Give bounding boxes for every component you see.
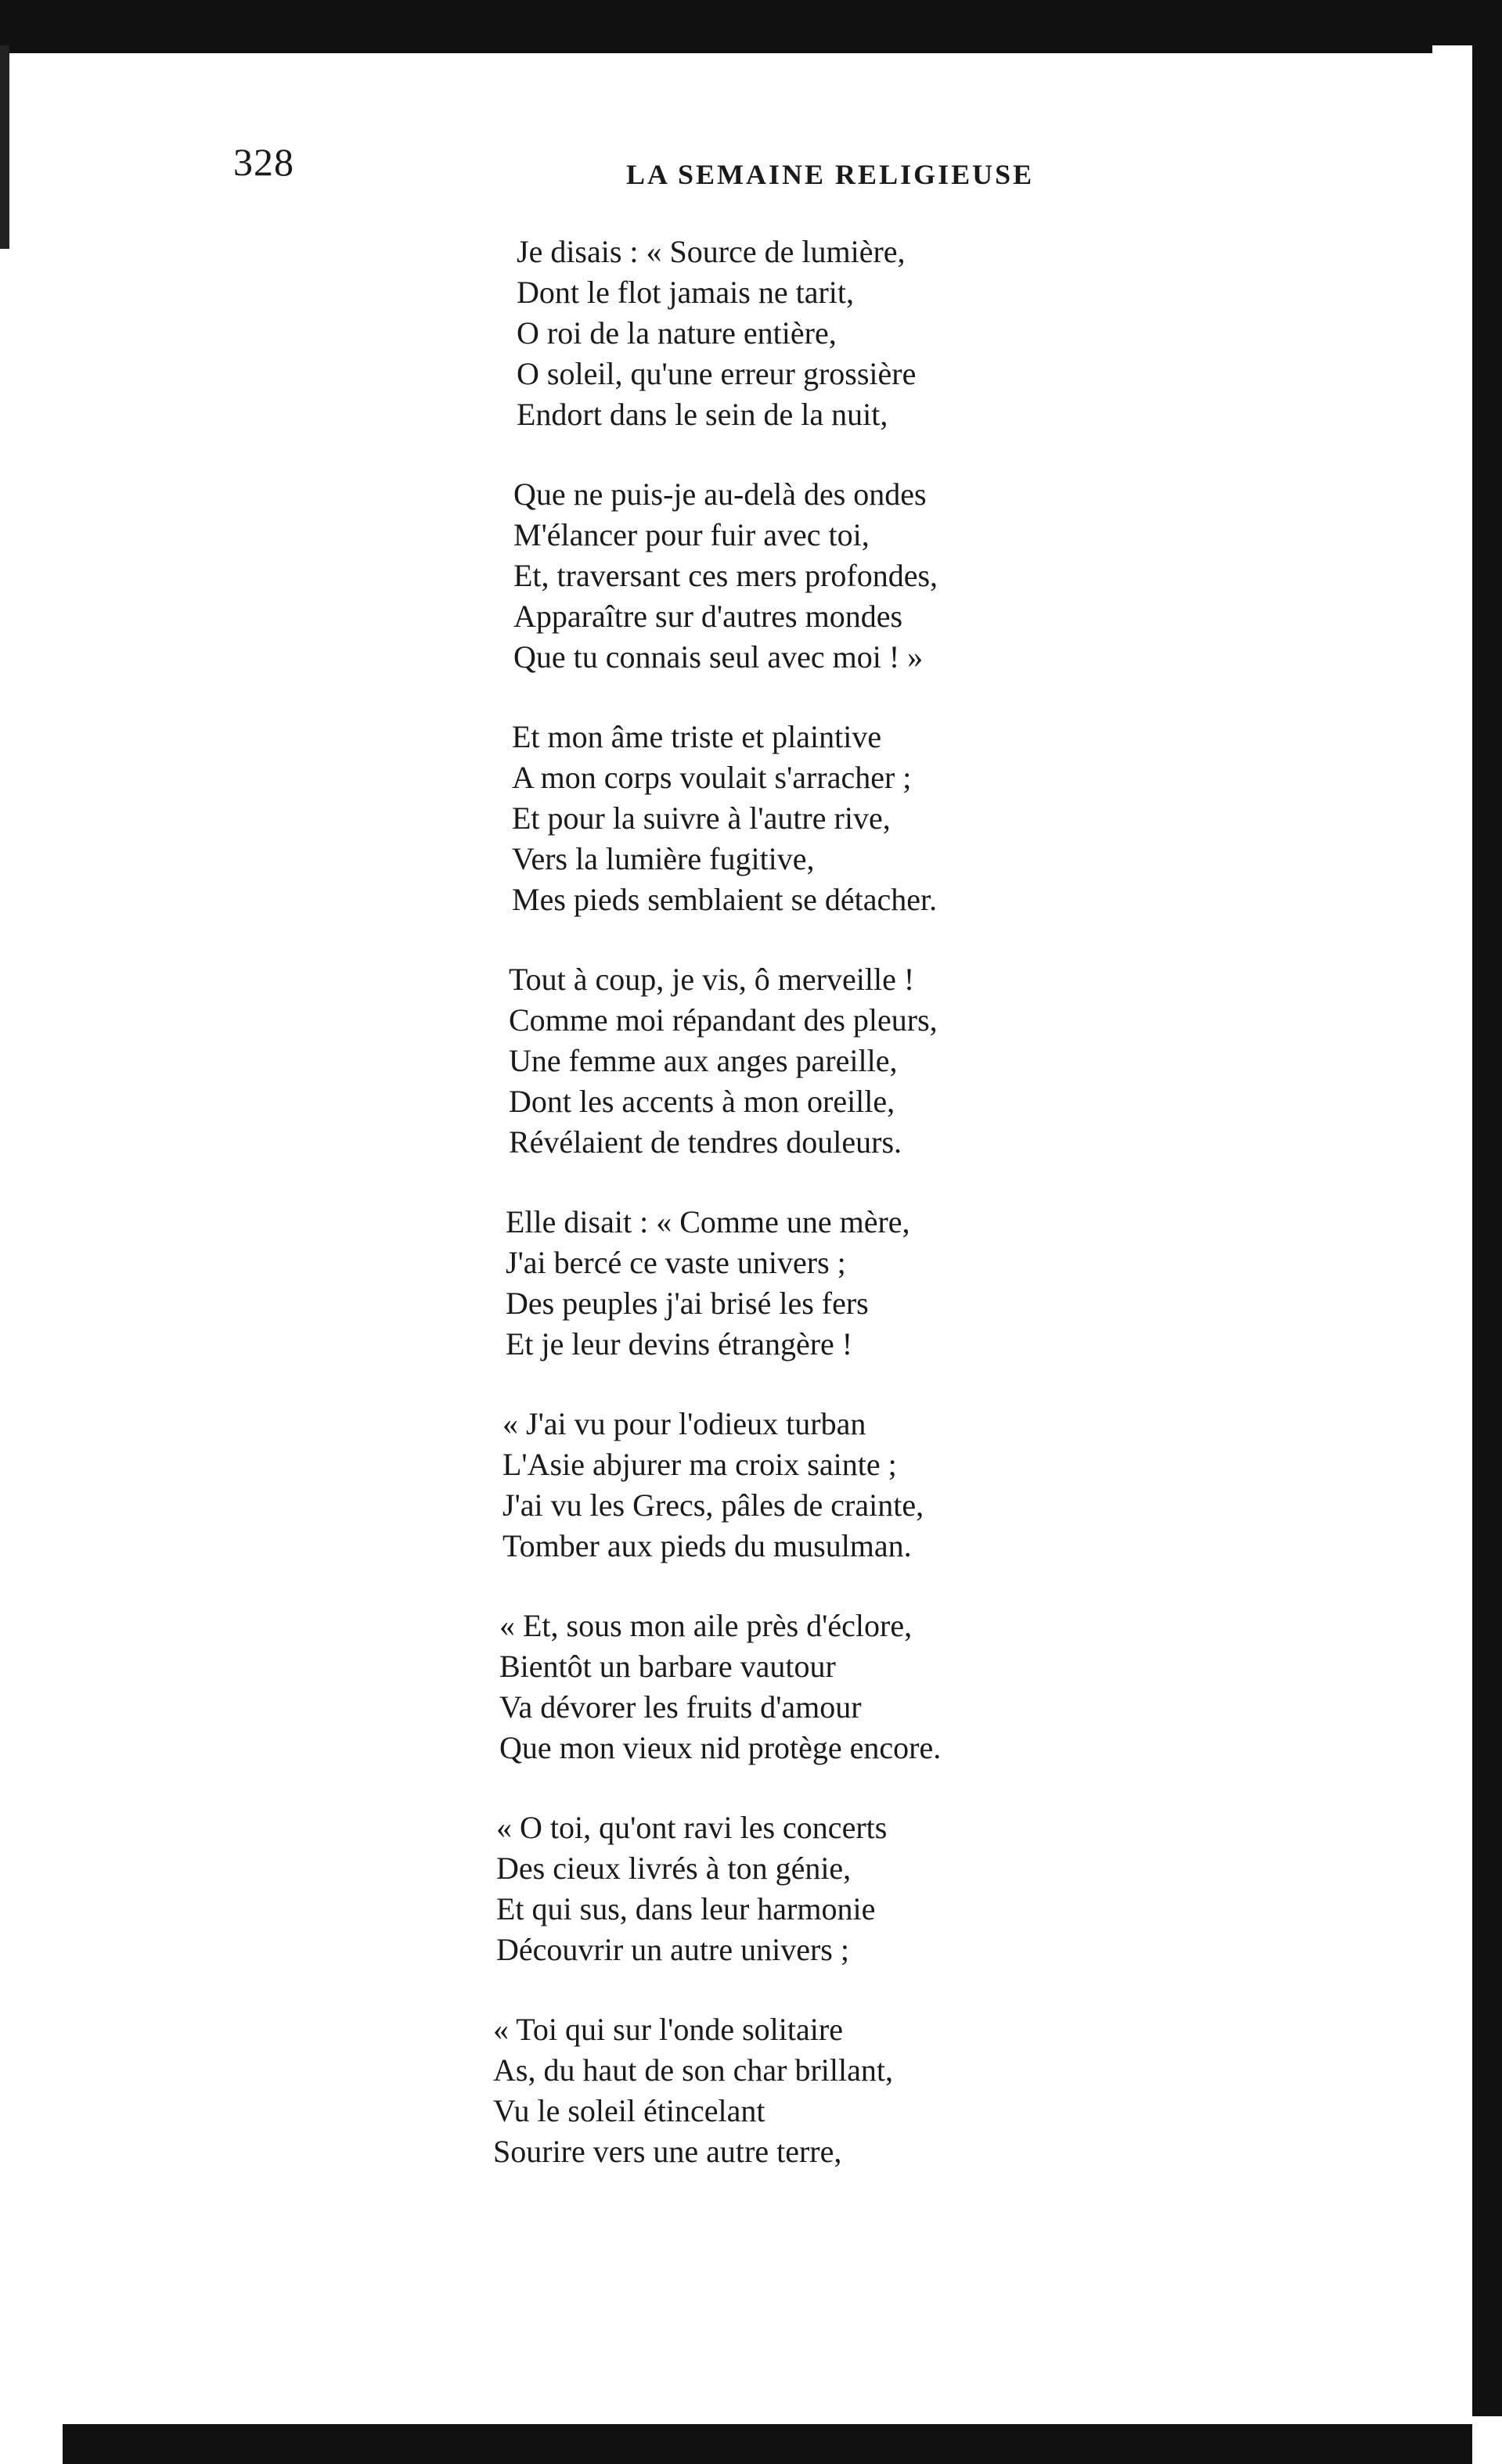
verse-line: Et qui sus, dans leur harmonie	[496, 1891, 876, 1926]
verse-line: Que mon vieux nid protège encore.	[499, 1730, 942, 1765]
verse-line: Tout à coup, je vis, ô merveille !	[509, 962, 915, 997]
verse-line: Que ne puis-je au-delà des ondes	[513, 477, 927, 512]
verse-line: Et, traversant ces mers profondes,	[513, 558, 938, 593]
stanza	[509, 959, 1385, 1163]
stanza	[499, 1606, 1385, 1768]
verse-line: Tomber aux pieds du musulman.	[502, 1528, 912, 1563]
verse-line: Découvrir un autre univers ;	[496, 1932, 849, 1967]
stanza	[517, 232, 1385, 435]
verse-line: Endort dans le sein de la nuit,	[517, 397, 888, 432]
verse-line: « O toi, qu'ont ravi les concerts	[496, 1810, 888, 1845]
scan-border-top	[0, 0, 1502, 45]
verse-line: As, du haut de son char brillant,	[493, 2052, 893, 2088]
verse-line: Dont le flot jamais ne tarit,	[517, 275, 854, 310]
page-number: 328	[233, 140, 294, 184]
scan-border-bottom	[63, 2424, 1472, 2464]
verse-line: Des cieux livrés à ton génie,	[496, 1851, 852, 1886]
stanza	[506, 1202, 1385, 1365]
stanza	[512, 717, 1385, 920]
verse-line: J'ai vu les Grecs, pâles de crainte,	[502, 1487, 924, 1523]
verse-line: Comme moi répandant des pleurs,	[509, 1002, 938, 1038]
verse-line: O soleil, qu'une erreur grossière	[517, 356, 917, 391]
verse-line: Vu le soleil étincelant	[493, 2093, 765, 2128]
poem-body	[485, 232, 1385, 2211]
stanza	[496, 1808, 1385, 1970]
scan-border-left	[0, 45, 9, 249]
stanza	[502, 1404, 1385, 1567]
scan-border-right	[1472, 45, 1502, 2416]
verse-line: Mes pieds semblaient se détacher.	[512, 882, 938, 917]
verse-line: Et je leur devins étrangère !	[506, 1326, 853, 1361]
verse-line: Révélaient de tendres douleurs.	[509, 1124, 902, 1160]
verse-line: Apparaître sur d'autres mondes	[513, 599, 903, 634]
verse-line: Et pour la suivre à l'autre rive,	[512, 800, 891, 836]
verse-line: Des peuples j'ai brisé les fers	[506, 1286, 869, 1321]
scan-border-top-edge	[0, 45, 1432, 53]
verse-line: Dont les accents à mon oreille,	[509, 1084, 895, 1119]
stanza	[493, 2009, 1385, 2172]
verse-line: Vers la lumière fugitive,	[512, 841, 815, 876]
verse-line: M'élancer pour fuir avec toi,	[513, 517, 870, 552]
verse-line: Elle disait : « Comme une mère,	[506, 1204, 910, 1239]
stanza	[513, 474, 1385, 678]
verse-line: J'ai bercé ce vaste univers ;	[506, 1245, 846, 1280]
verse-line: L'Asie abjurer ma croix sainte ;	[502, 1447, 897, 1482]
verse-line: « J'ai vu pour l'odieux turban	[502, 1406, 866, 1441]
verse-line: Je disais : « Source de lumière,	[517, 234, 906, 269]
verse-line: Sourire vers une autre terre,	[493, 2134, 842, 2169]
verse-line: Et mon âme triste et plaintive	[512, 719, 882, 754]
verse-line: « Et, sous mon aile près d'éclore,	[499, 1608, 913, 1643]
verse-line: Va dévorer les fruits d'amour	[499, 1689, 862, 1725]
verse-line: O roi de la nature entière,	[517, 315, 837, 351]
running-head: LA SEMAINE RELIGIEUSE	[626, 159, 1035, 190]
verse-line: A mon corps voulait s'arracher ;	[512, 760, 912, 795]
verse-line: Que tu connais seul avec moi ! »	[513, 639, 924, 674]
verse-line: « Toi qui sur l'onde solitaire	[493, 2012, 843, 2047]
verse-line: Une femme aux anges pareille,	[509, 1043, 898, 1078]
verse-line: Bientôt un barbare vautour	[499, 1649, 836, 1684]
